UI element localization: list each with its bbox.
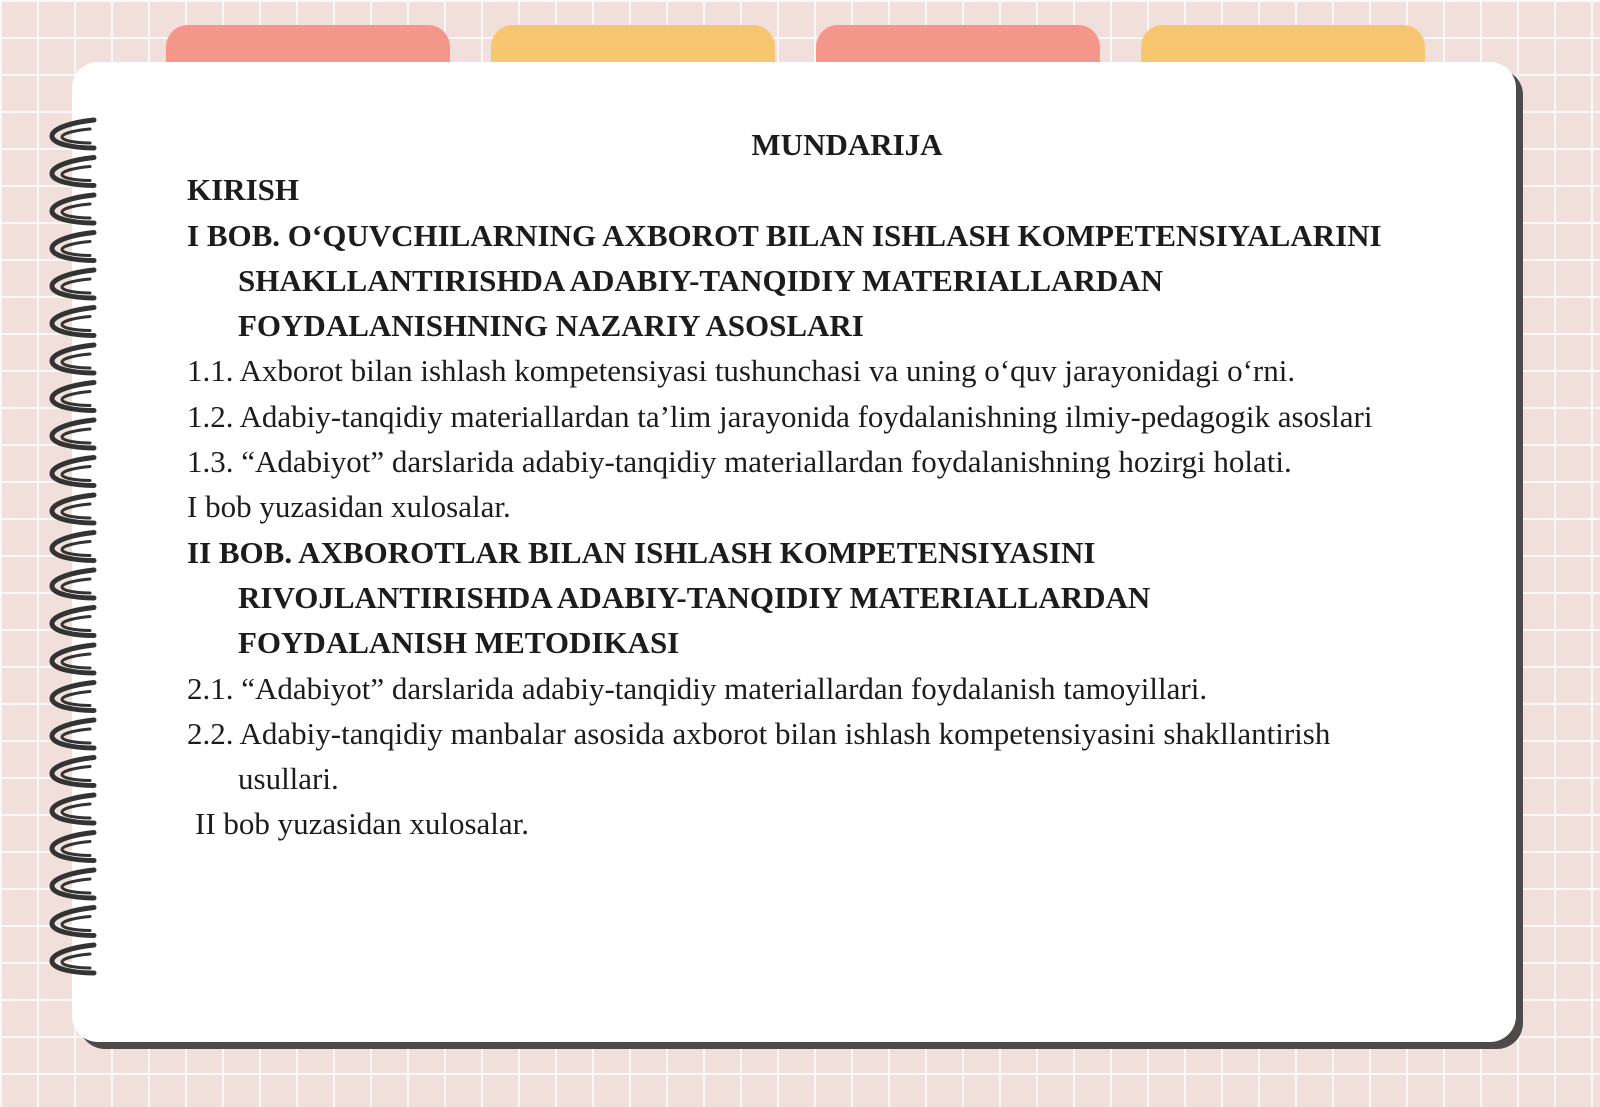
spiral-ring: [52, 720, 94, 748]
toc-entry-section-1-1: 1.1. Axborot bilan ishlash kompetensiyasi tushunchasi va uning o‘quv jarayonidagi o‘rni.: [187, 353, 1296, 389]
spiral-ring: [52, 570, 94, 598]
spiral-ring: [52, 120, 94, 148]
spiral-ring: [52, 270, 94, 298]
spiral-ring: [52, 908, 94, 936]
spiral-ring: [52, 345, 94, 373]
table-of-contents: [187, 122, 1387, 847]
toc-entry-section-2-1: 2.1. “Adabiyot” darslarida adabiy-tanqidiy materiallardan foydalanish tamoyillari.: [187, 670, 1208, 706]
spiral-ring: [52, 383, 94, 411]
spiral-ring: [52, 308, 94, 336]
toc-entry-chapter-2: II BOB. AXBOROTLAR BILAN ISHLASH KOMPETENSIYASINI RIVOJLANTIRISHDA ADABIY-TANQIDIY MATERIALLARDAN FOYDALANISH METODIKASI: [187, 534, 1151, 661]
spiral-ring: [52, 608, 94, 636]
spiral-ring: [52, 195, 94, 223]
toc-entry-chapter-1: I BOB. O‘QUVCHILARNING AXBOROT BILAN ISHLASH KOMPETENSIYALARINI SHAKLLANTIRISHDA ADABIY-TANQIDIY MATERIALLARDAN FOYDALANISHNING NAZARIY ASOSLARI: [187, 217, 1382, 344]
toc-entry-introduction: KIRISH: [187, 172, 299, 208]
spiral-ring: [52, 795, 94, 823]
spiral-binding-icon: [44, 116, 104, 996]
toc-entry-chapter-2-conclusions: II bob yuzasidan xulosalar.: [195, 806, 530, 842]
spiral-ring: [52, 945, 94, 973]
spiral-ring: [52, 420, 94, 448]
spiral-ring: [52, 683, 94, 711]
spiral-ring: [52, 495, 94, 523]
spiral-ring: [52, 758, 94, 786]
spiral-ring: [52, 233, 94, 261]
toc-entry-section-1-3: 1.3. “Adabiyot” darslarida adabiy-tanqidiy materiallardan foydalanishning hozirgi holati.: [187, 444, 1292, 480]
spiral-ring: [52, 458, 94, 486]
toc-title: MUNDARIJA: [751, 127, 943, 162]
spiral-ring: [52, 833, 94, 861]
spiral-ring: [52, 870, 94, 898]
toc-entry-section-1-2: 1.2. Adabiy-tanqidiy materiallardan ta’lim jarayonida foydalanishning ilmiy-pedagogik asoslari: [187, 398, 1373, 434]
spiral-ring: [52, 533, 94, 561]
toc-entry-chapter-1-conclusions: I bob yuzasidan xulosalar.: [187, 489, 511, 525]
toc-entry-section-2-2: 2.2. Adabiy-tanqidiy manbalar asosida axborot bilan ishlash kompetensiyasini shakllantirish usullari.: [187, 715, 1331, 797]
spiral-ring: [52, 158, 94, 186]
spiral-ring: [52, 645, 94, 673]
